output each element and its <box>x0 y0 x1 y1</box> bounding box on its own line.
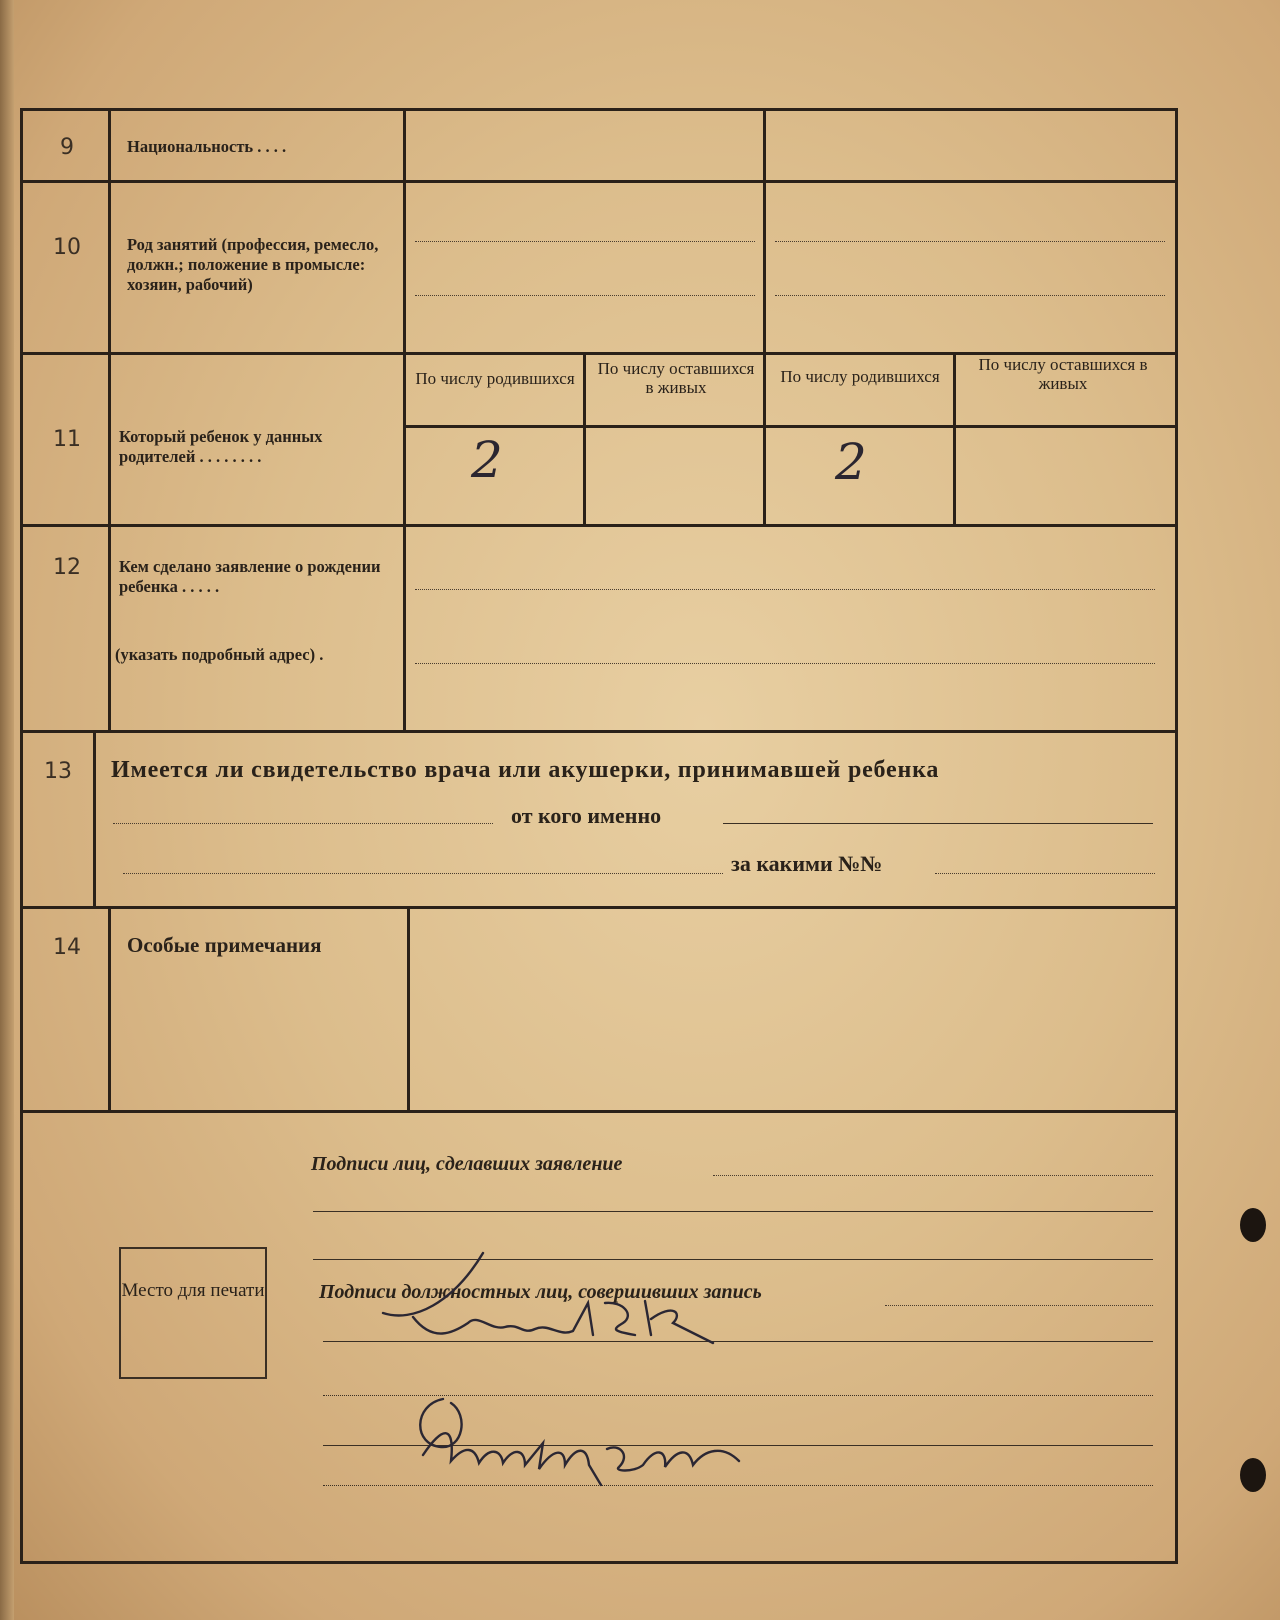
entry-line <box>415 663 1155 664</box>
entry-line <box>935 873 1155 874</box>
official-signature-1 <box>373 1243 773 1353</box>
from-whom-label: от кого именно <box>511 803 662 828</box>
applicants-signature-label: Подписи лиц, сделавших заявление <box>311 1153 623 1175</box>
subheader-divider <box>403 425 1175 428</box>
col-alive-heading: По числу оставшихся в живых <box>597 359 755 397</box>
entry-line <box>775 295 1165 296</box>
column-divider <box>763 355 766 524</box>
binding-hole <box>1240 1208 1266 1242</box>
binding-hole <box>1240 1458 1266 1492</box>
entry-line <box>723 823 1153 824</box>
row-certificate <box>23 733 1175 909</box>
row-number: 9 <box>60 135 74 160</box>
form-table <box>20 108 1178 1564</box>
column-divider <box>403 183 406 352</box>
entry-line <box>415 589 1155 590</box>
notes-label: Особые примечания <box>127 933 322 957</box>
nationality-label: Национальность . . . . <box>127 137 287 156</box>
entry-line <box>415 241 755 242</box>
entry-line <box>113 823 493 824</box>
column-divider <box>403 355 406 524</box>
officials-signature-label: Подписи должностных лиц, совершивших запись <box>319 1281 762 1303</box>
column-divider <box>403 527 406 730</box>
handwritten-born-count: 2 <box>835 433 867 491</box>
column-divider <box>407 909 410 1110</box>
row-number-cell <box>23 183 111 352</box>
row-number: 11 <box>53 427 81 452</box>
child-order-label: Который ребенок у данных родителей . . . . . . . . <box>119 427 323 466</box>
signatures-block <box>23 1113 1175 1561</box>
column-divider <box>953 355 956 524</box>
signature-line <box>313 1211 1153 1212</box>
signature-line <box>713 1175 1153 1176</box>
address-hint: (указать подробный адрес) . <box>115 645 324 664</box>
column-divider <box>583 355 586 524</box>
col-alive-heading: По числу оставшихся в живых <box>978 355 1148 393</box>
row-number: 10 <box>53 235 81 260</box>
row-occupation <box>23 183 1175 355</box>
row-nationality <box>23 111 1175 183</box>
row-number: 12 <box>53 555 81 580</box>
certificate-question: Имеется ли свидетельство врача или акушерки, принимавшей ребенка <box>111 757 940 783</box>
occupation-label: Род занятий (профессия, ремесло, должн.; положение в промысле: хозяин, рабочий) <box>127 235 379 294</box>
entry-line <box>415 295 755 296</box>
stamp-placeholder: Место для печати <box>119 1247 267 1379</box>
row-applicant <box>23 527 1175 733</box>
col-born-heading: По числу родившихся <box>415 369 575 388</box>
row-child-order <box>23 355 1175 527</box>
entry-line <box>775 241 1165 242</box>
row-notes <box>23 909 1175 1113</box>
official-signature-2 <box>393 1385 773 1495</box>
row-number: 13 <box>44 759 72 784</box>
column-divider <box>763 183 766 352</box>
numbers-label: за какими №№ <box>731 851 883 876</box>
col-born-heading: По числу родившихся <box>780 367 940 386</box>
signature-line <box>885 1305 1153 1306</box>
row-number: 14 <box>53 935 81 960</box>
column-divider <box>763 111 766 180</box>
entry-line <box>123 873 723 874</box>
column-divider <box>403 111 406 180</box>
handwritten-born-count: 2 <box>471 431 503 489</box>
applicant-label: Кем сделано заявление о рождении ребенка . . . . . <box>119 557 381 596</box>
column-divider <box>93 733 96 906</box>
